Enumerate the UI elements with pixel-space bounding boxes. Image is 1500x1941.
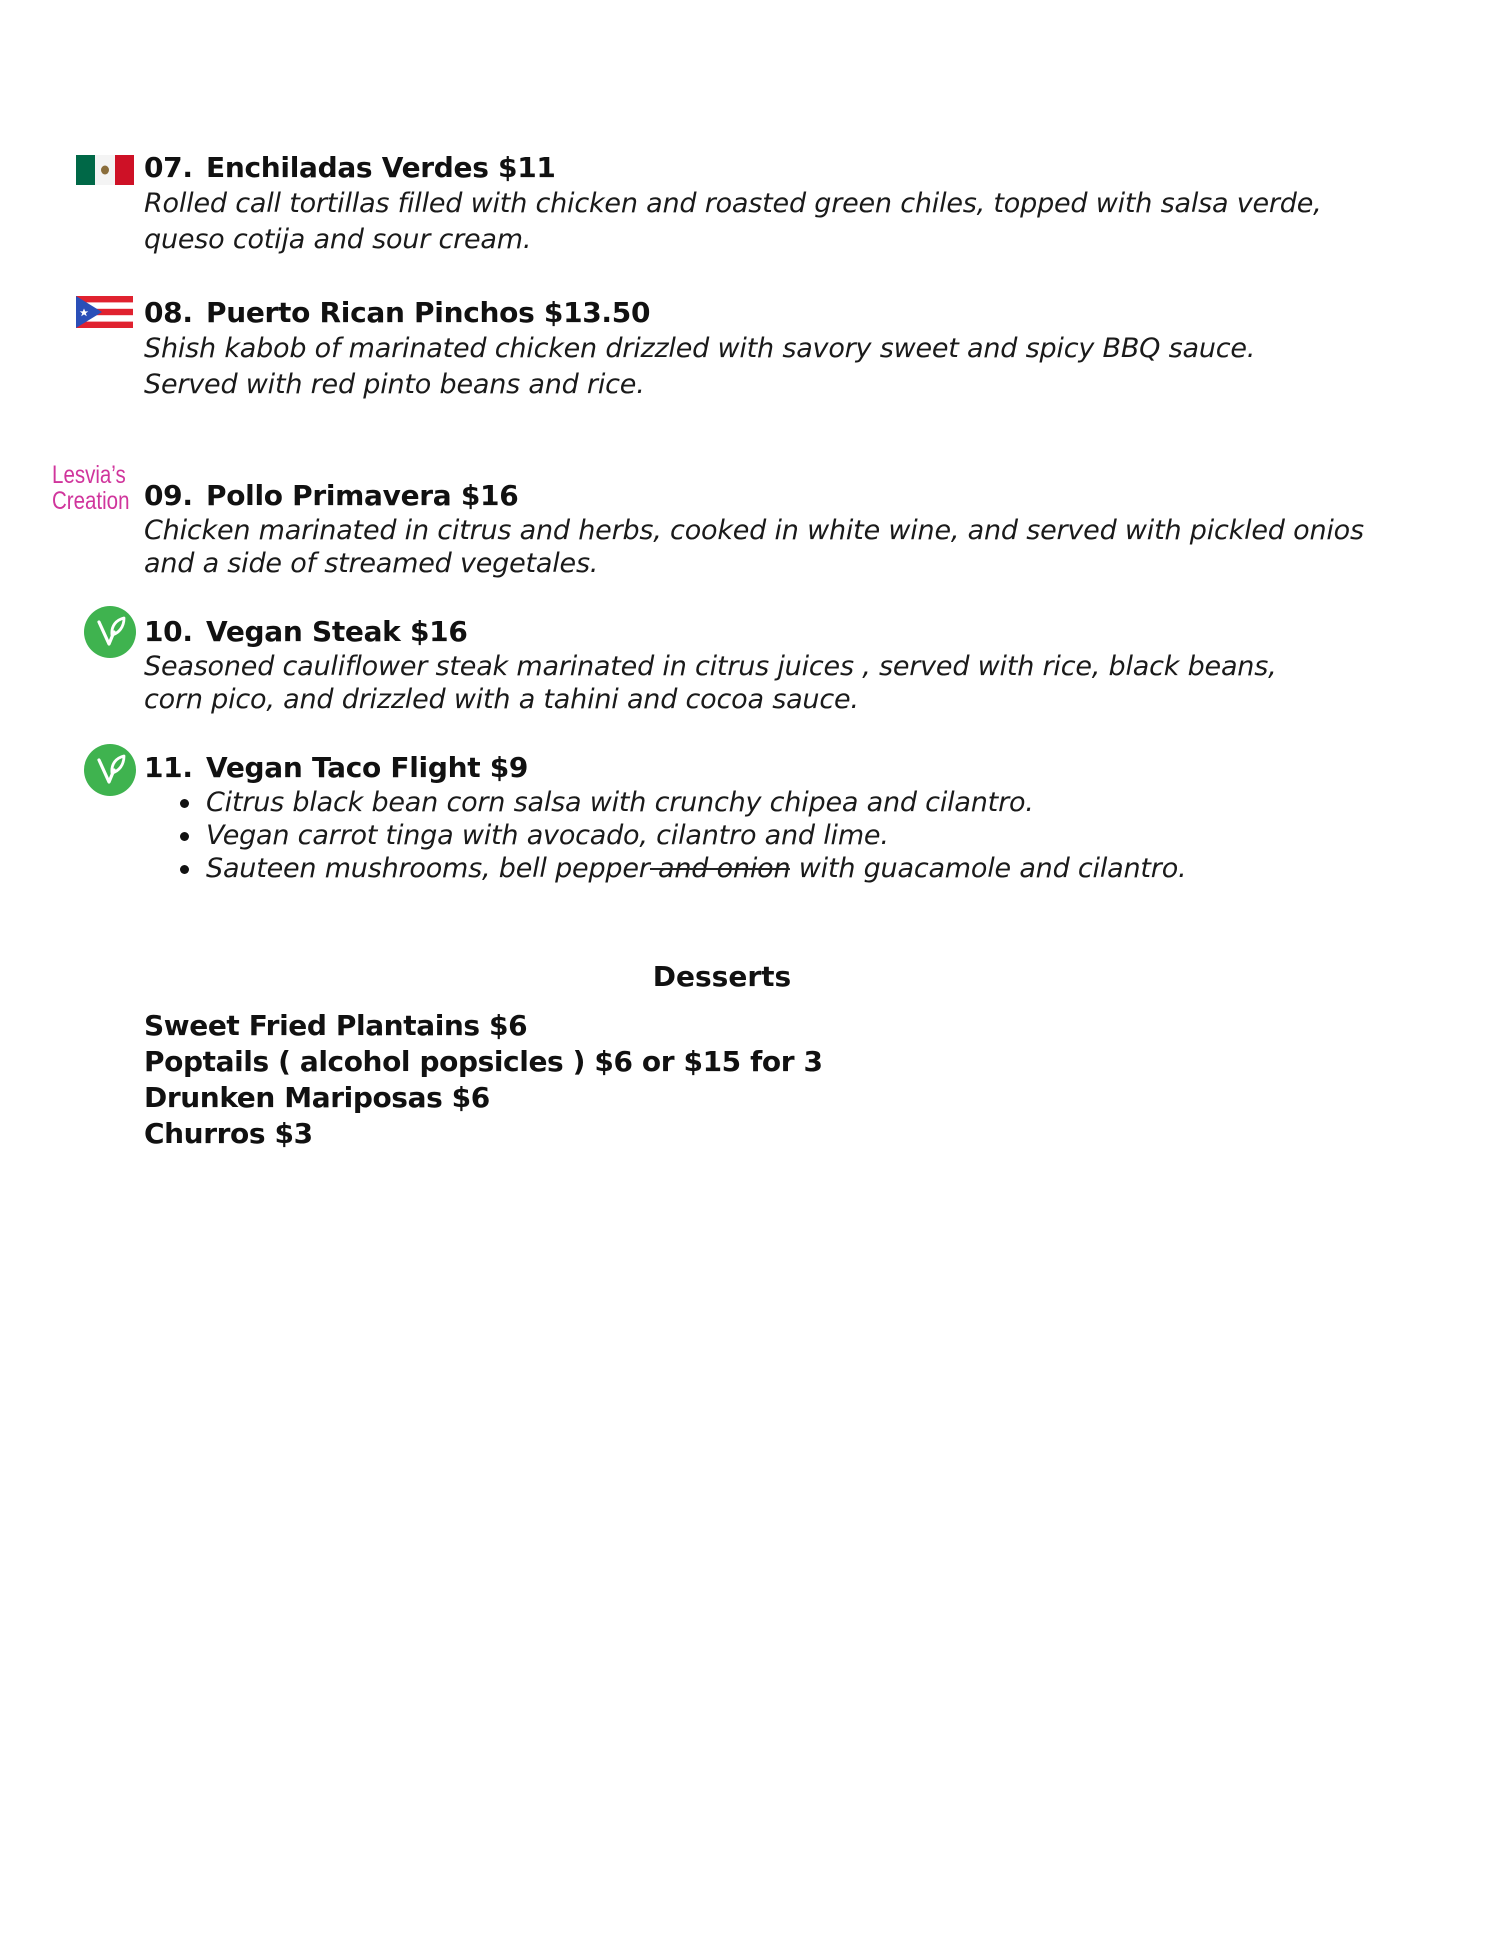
menu-item-10 xyxy=(144,614,1404,716)
badge-line: Creation xyxy=(52,487,130,515)
list-item: Citrus black bean corn salsa with crunchy chipea and cilantro. xyxy=(180,786,1404,819)
list-item: Vegan carrot tinga with avocado, cilantro and lime. xyxy=(180,819,1404,852)
item-title xyxy=(144,150,1404,186)
menu-item-08 xyxy=(144,295,1404,403)
item-title xyxy=(144,295,1404,331)
item-description: Chicken marinated in citrus and herbs, cooked in white wine, and served with pickled onios and a side of streamed vegetales. xyxy=(144,515,1364,579)
item-description-line: Served with red pinto beans and rice. xyxy=(144,369,645,400)
dessert-item: Poptails ( alcohol popsicles ) $6 or $15 for 3 xyxy=(144,1045,823,1078)
item-name: Enchiladas Verdes $11 xyxy=(206,151,556,184)
puerto-rico-flag-icon xyxy=(76,296,133,328)
item-description: Rolled call tortillas filled with chicken and roasted green chiles, topped with salsa verde, queso cotija and sour cream. xyxy=(144,188,1322,255)
item-title xyxy=(144,478,1404,514)
lesvias-creation-badge xyxy=(52,461,130,515)
badge-line: Lesvia’s xyxy=(52,461,126,489)
item-name: Vegan Steak $16 xyxy=(206,615,468,648)
taco-flight-list xyxy=(144,786,1404,885)
desserts-heading: Desserts xyxy=(652,960,792,993)
item-name: Puerto Rican Pinchos $13.50 xyxy=(206,296,651,329)
item-number: 11. xyxy=(144,751,193,784)
item-name: Vegan Taco Flight $9 xyxy=(206,751,529,784)
item-name: Pollo Primavera $16 xyxy=(206,479,519,512)
dessert-item: Drunken Mariposas $6 xyxy=(144,1081,490,1114)
dessert-item: Churros $3 xyxy=(144,1117,313,1150)
vegan-leaf-icon xyxy=(84,744,136,796)
menu-item-07 xyxy=(144,150,1404,258)
struck-text: and onion xyxy=(649,853,791,884)
menu-item-11 xyxy=(144,750,1404,885)
dessert-item: Sweet Fried Plantains $6 xyxy=(144,1009,528,1042)
mexico-flag-icon xyxy=(76,155,134,185)
bullet-text: Sauteen mushrooms, bell pepper xyxy=(206,853,650,884)
item-description-line: corn pico, and drizzled with a tahini and cocoa sauce. xyxy=(144,684,859,715)
list-item xyxy=(180,852,1404,885)
item-number: 07. xyxy=(144,151,193,184)
vegan-leaf-icon xyxy=(84,606,136,658)
desserts-list xyxy=(144,1008,823,1152)
item-title xyxy=(144,614,1404,650)
bullet-text: with guacamole and cilantro. xyxy=(790,853,1187,884)
item-number: 10. xyxy=(144,615,193,648)
item-number: 09. xyxy=(144,479,193,512)
menu-item-09 xyxy=(144,478,1404,580)
item-title xyxy=(144,750,1404,786)
item-description-line: Shish kabob of marinated chicken drizzled with savory sweet and spicy BBQ sauce. xyxy=(144,333,1256,364)
item-description-line: Seasoned cauliflower steak marinated in citrus juices , served with rice, black beans, xyxy=(144,651,1277,682)
item-number: 08. xyxy=(144,296,193,329)
